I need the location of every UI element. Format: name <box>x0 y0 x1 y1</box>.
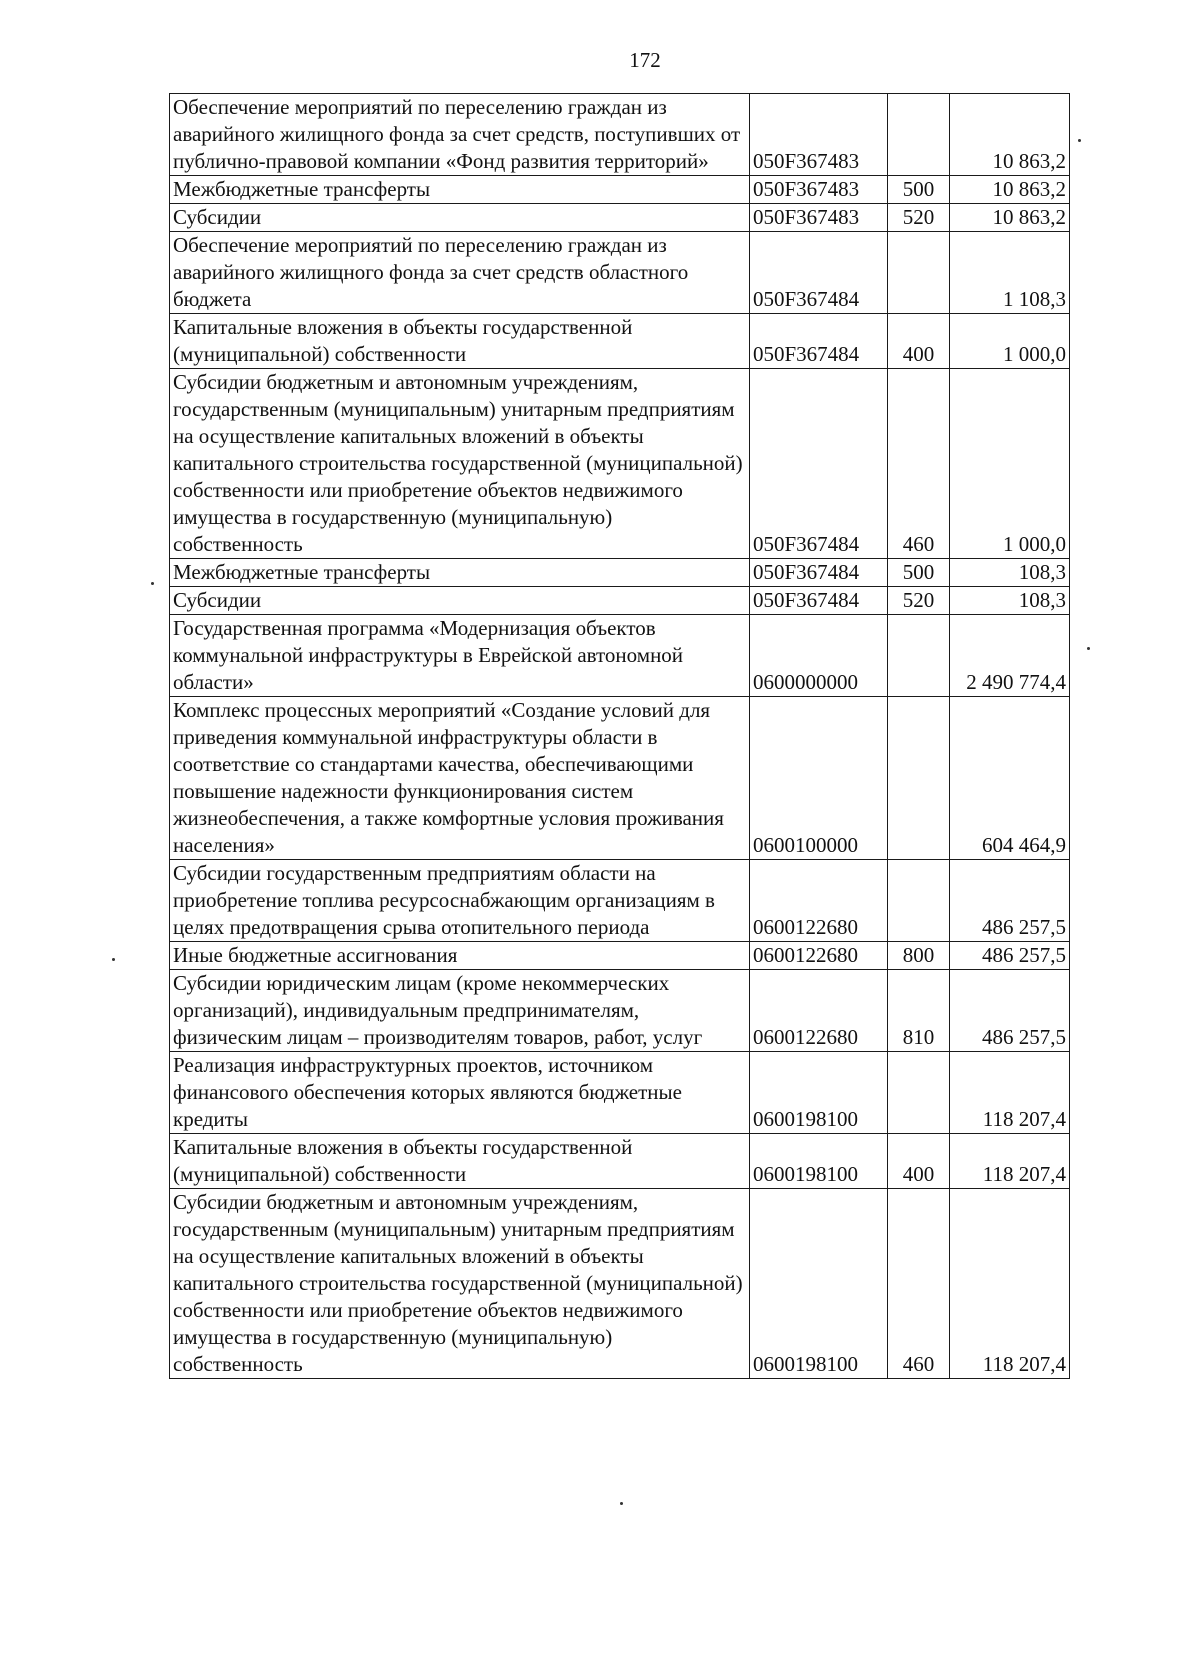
table-row <box>170 1134 1070 1189</box>
name-cell: Субсидии бюджетным и автономным учреждениям, государственным (муниципальным) унитарным предприятиям на осуществление капитальных вложений в объекты капитального строительства государственной (муниципальной) собственности или приобретение объектов недвижимого имущества в государственную (муниципальную) собственность <box>170 369 750 559</box>
type-cell <box>888 1052 950 1134</box>
code-cell: 050F367483 <box>750 204 888 232</box>
type-cell <box>888 615 950 697</box>
name-cell: Субсидии бюджетным и автономным учреждениям, государственным (муниципальным) унитарным предприятиям на осуществление капитальных вложений в объекты капитального строительства государственной (муниципальной) собственности или приобретение объектов недвижимого имущества в государственную (муниципальную) собственность <box>170 1189 750 1379</box>
sum-cell: 1 000,0 <box>950 314 1070 369</box>
table-row <box>170 369 1070 559</box>
scan-speck <box>112 958 115 961</box>
code-cell: 050F367484 <box>750 559 888 587</box>
type-cell: 520 <box>888 587 950 615</box>
scan-speck <box>1078 139 1081 142</box>
name-cell: Субсидии <box>170 204 750 232</box>
sum-cell: 10 863,2 <box>950 204 1070 232</box>
sum-cell: 108,3 <box>950 587 1070 615</box>
code-cell: 050F367484 <box>750 314 888 369</box>
sum-cell: 10 863,2 <box>950 176 1070 204</box>
type-cell <box>888 697 950 860</box>
name-cell: Субсидии юридическим лицам (кроме некоммерческих организаций), индивидуальным предпринимателям, физическим лицам – производителям товаров, работ, услуг <box>170 970 750 1052</box>
scan-speck <box>151 582 154 585</box>
code-cell: 050F367484 <box>750 232 888 314</box>
scan-speck <box>620 1502 623 1505</box>
page-number: 172 <box>629 48 661 72</box>
type-cell <box>888 94 950 176</box>
code-cell: 0600122680 <box>750 942 888 970</box>
table-row <box>170 94 1070 176</box>
table-row <box>170 860 1070 942</box>
sum-cell: 10 863,2 <box>950 94 1070 176</box>
table-row <box>170 176 1070 204</box>
budget-table <box>169 93 1070 1379</box>
table-row <box>170 615 1070 697</box>
table-row <box>170 204 1070 232</box>
sum-cell: 108,3 <box>950 559 1070 587</box>
table-row <box>170 1189 1070 1379</box>
code-cell: 0600000000 <box>750 615 888 697</box>
table-row <box>170 232 1070 314</box>
type-cell: 460 <box>888 1189 950 1379</box>
type-cell: 520 <box>888 204 950 232</box>
name-cell: Межбюджетные трансферты <box>170 559 750 587</box>
type-cell: 500 <box>888 176 950 204</box>
table-row <box>170 942 1070 970</box>
code-cell: 050F367483 <box>750 176 888 204</box>
type-cell: 500 <box>888 559 950 587</box>
type-cell: 400 <box>888 314 950 369</box>
code-cell: 050F367484 <box>750 587 888 615</box>
sum-cell: 604 464,9 <box>950 697 1070 860</box>
type-cell: 810 <box>888 970 950 1052</box>
name-cell: Капитальные вложения в объекты государственной (муниципальной) собственности <box>170 1134 750 1189</box>
type-cell <box>888 860 950 942</box>
code-cell: 0600198100 <box>750 1052 888 1134</box>
table-row <box>170 697 1070 860</box>
sum-cell: 486 257,5 <box>950 970 1070 1052</box>
code-cell: 0600122680 <box>750 860 888 942</box>
table-row <box>170 1052 1070 1134</box>
scan-speck <box>1087 647 1090 650</box>
code-cell: 050F367483 <box>750 94 888 176</box>
name-cell: Иные бюджетные ассигнования <box>170 942 750 970</box>
name-cell: Субсидии <box>170 587 750 615</box>
type-cell: 400 <box>888 1134 950 1189</box>
sum-cell: 486 257,5 <box>950 942 1070 970</box>
code-cell: 0600198100 <box>750 1189 888 1379</box>
sum-cell: 1 108,3 <box>950 232 1070 314</box>
table-row <box>170 970 1070 1052</box>
table-row <box>170 314 1070 369</box>
code-cell: 0600198100 <box>750 1134 888 1189</box>
name-cell: Государственная программа «Модернизация объектов коммунальной инфраструктуры в Еврейской автономной области» <box>170 615 750 697</box>
code-cell: 050F367484 <box>750 369 888 559</box>
sum-cell: 2 490 774,4 <box>950 615 1070 697</box>
sum-cell: 118 207,4 <box>950 1189 1070 1379</box>
name-cell: Реализация инфраструктурных проектов, источником финансового обеспечения которых являются бюджетные кредиты <box>170 1052 750 1134</box>
sum-cell: 118 207,4 <box>950 1134 1070 1189</box>
sum-cell: 118 207,4 <box>950 1052 1070 1134</box>
type-cell <box>888 232 950 314</box>
name-cell: Обеспечение мероприятий по переселению граждан из аварийного жилищного фонда за счет средств, поступивших от публично-правовой компании «Фонд развития территорий» <box>170 94 750 176</box>
type-cell: 800 <box>888 942 950 970</box>
name-cell: Комплекс процессных мероприятий «Создание условий для приведения коммунальной инфраструктуры области в соответствие со стандартами качества, обеспечивающими повышение надежности функционирования систем жизнеобеспечения, а также комфортные условия проживания населения» <box>170 697 750 860</box>
name-cell: Обеспечение мероприятий по переселению граждан из аварийного жилищного фонда за счет средств областного бюджета <box>170 232 750 314</box>
table-row <box>170 587 1070 615</box>
name-cell: Капитальные вложения в объекты государственной (муниципальной) собственности <box>170 314 750 369</box>
sum-cell: 486 257,5 <box>950 860 1070 942</box>
code-cell: 0600100000 <box>750 697 888 860</box>
table-row <box>170 559 1070 587</box>
code-cell: 0600122680 <box>750 970 888 1052</box>
name-cell: Межбюджетные трансферты <box>170 176 750 204</box>
sum-cell: 1 000,0 <box>950 369 1070 559</box>
budget-table-body <box>170 94 1070 1379</box>
type-cell: 460 <box>888 369 950 559</box>
name-cell: Субсидии государственным предприятиям области на приобретение топлива ресурсоснабжающим организациям в целях предотвращения срыва отопительного периода <box>170 860 750 942</box>
